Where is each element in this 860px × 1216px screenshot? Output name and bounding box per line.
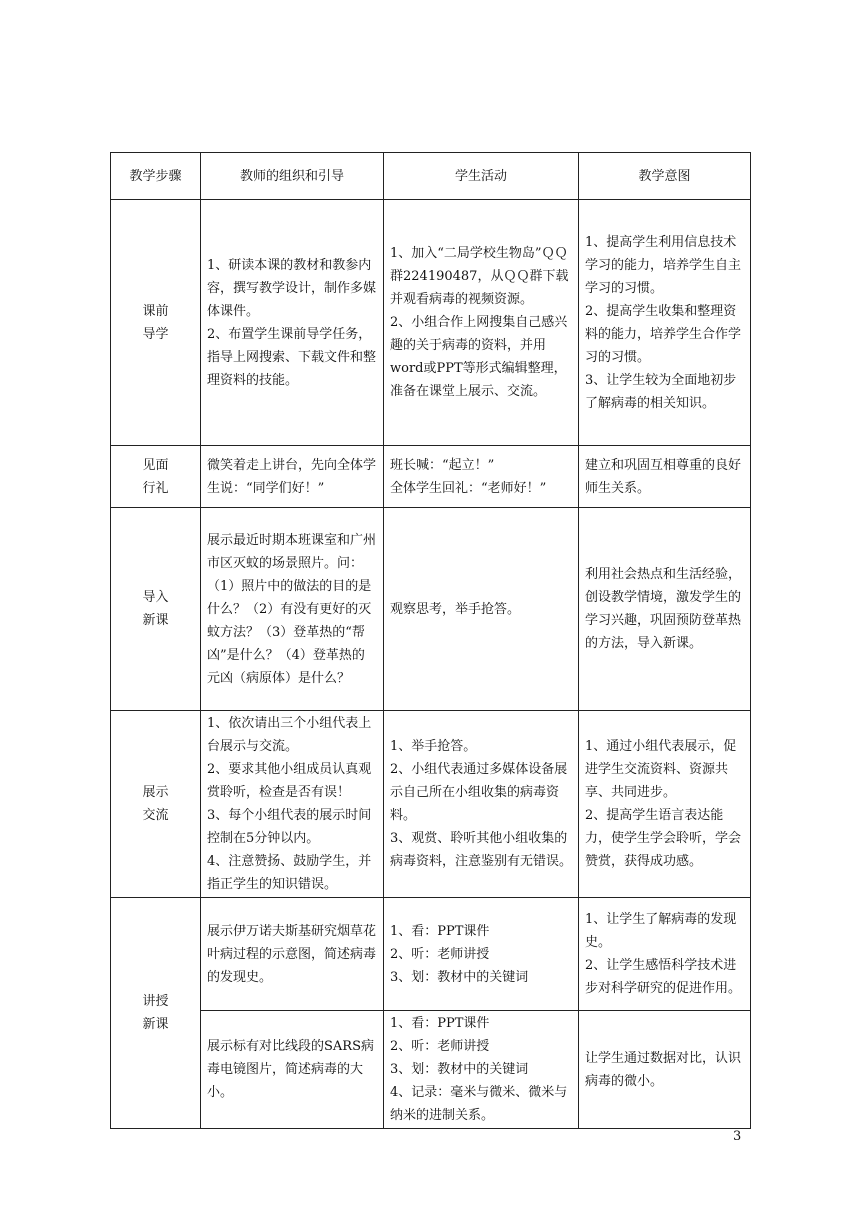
cell-paragraph: 3、划：教材中的关键词 [390, 969, 529, 985]
cell-paragraph: 4、记录：毫米与微米、微米与纳米的进制关系。 [390, 1085, 568, 1123]
cell-paragraph: 1、让学生了解病毒的发现史。 [585, 912, 737, 950]
header-cell: 教师的组织和引导 [201, 153, 384, 200]
table-row [111, 898, 751, 1011]
step-line: 行礼 [142, 480, 169, 496]
cell-paragraph: 利用社会热点和生活经验，创设教学情境，激发学生的学习兴趣，巩固预防登革热的方法，导入新课。 [585, 567, 742, 651]
cell-paragraph: 班长喊：“起立！” [390, 457, 495, 473]
intent-cell [579, 508, 751, 711]
step-line: 见面 [142, 457, 169, 473]
step-line: 导入 [142, 590, 169, 605]
cell-paragraph: 1、依次请出三个小组代表上台展示与交流。 [207, 716, 372, 754]
intent-cell [579, 200, 751, 446]
teacher-cell [201, 508, 384, 711]
cell-paragraph: 微笑着走上讲台，先向全体学生说：“同学们好！” [207, 457, 377, 496]
teacher-cell [201, 1011, 384, 1129]
cell-paragraph: 1、看：PPT课件 [390, 1016, 490, 1031]
table-header-row [111, 153, 751, 200]
table-row [111, 446, 751, 508]
step-line: 讲授 [142, 994, 169, 1009]
step-line: 课前 [142, 303, 169, 319]
table-row [111, 508, 751, 711]
cell-paragraph: 2、要求其他小组成员认真观赏聆听，检查是否有误！ [207, 762, 372, 800]
cell-paragraph: 1、提高学生利用信息技术学习的能力，培养学生自主学习的习惯。 [585, 234, 742, 296]
step-line: 交流 [142, 808, 169, 823]
student-cell [384, 508, 579, 711]
step-cell [111, 446, 201, 508]
cell-paragraph: 1、加入“二局学校生物岛”ＱＱ群224190487，从ＱＱ群下载并观看病毒的视频资源。 [390, 246, 569, 307]
step-line: 导学 [142, 326, 169, 342]
intent-cell [579, 446, 751, 508]
cell-paragraph: 2、让学生感悟科学技术进步对科学研究的促进作用。 [585, 958, 742, 996]
teacher-cell [201, 898, 384, 1011]
student-cell [384, 711, 579, 898]
teacher-cell [201, 200, 384, 446]
step-cell [111, 508, 201, 711]
intent-cell [579, 1011, 751, 1129]
cell-paragraph: 让学生通过数据对比，认识病毒的微小。 [585, 1050, 742, 1089]
cell-paragraph: 3、划：教材中的关键词 [390, 1062, 529, 1077]
cell-paragraph: 2、提高学生收集和整理资料的能力，培养学生合作学习的习惯。 [585, 303, 742, 365]
student-cell [384, 200, 579, 446]
teacher-cell [201, 446, 384, 508]
cell-paragraph: 4、注意赞扬、鼓励学生，并指正学生的知识错误。 [207, 854, 372, 892]
cell-paragraph: 2、提高学生语言表达能力，使学生学会聆听，学会赞赏，获得成功感。 [585, 808, 742, 869]
header-cell: 教学步骤 [111, 153, 201, 200]
cell-paragraph: （1）照片中的做法的目的是什么？（2）有没有更好的灭蚊方法？（3）登革热的“帮凶”是什么？（4）登革热的元凶（病原体）是什么？ [207, 578, 372, 686]
cell-paragraph: 1、研读本课的教材和教参内容，撰写教学设计，制作多媒体课件。 [207, 257, 377, 319]
cell-paragraph: 3、每个小组代表的展示时间控制在5分钟以内。 [207, 808, 372, 846]
step-line: 新课 [142, 613, 169, 628]
teacher-cell [201, 711, 384, 898]
cell-paragraph: 展示最近时期本班课室和广州市区灭蚊的场景照片。问： [207, 532, 377, 571]
step-cell [111, 898, 201, 1129]
cell-paragraph: 3、观赏、聆听其他小组收集的病毒资料，注意鉴别有无错误。 [390, 831, 573, 869]
cell-paragraph: 2、小组合作上网搜集自己感兴趣的关于病毒的资料，并用word或PPT等形式编辑整理，准备在课堂上展示、交流。 [390, 315, 568, 399]
student-cell [384, 898, 579, 1011]
table-row [111, 200, 751, 446]
table-row [111, 711, 751, 898]
table-row [111, 1011, 751, 1129]
cell-paragraph: 1、看：PPT课件 [390, 923, 490, 939]
cell-paragraph: 观察思考，举手抢答。 [390, 601, 521, 617]
cell-paragraph: 展示标有对比线段的SARS病毒电镜图片，简述病毒的大小。 [207, 1039, 374, 1100]
intent-cell [579, 711, 751, 898]
student-cell [384, 1011, 579, 1129]
cell-paragraph: 1、举手抢答。 [390, 739, 477, 754]
cell-paragraph: 全体学生回礼：“老师好！” [390, 480, 547, 496]
cell-paragraph: 2、听：老师讲授 [390, 1039, 490, 1054]
cell-paragraph: 2、布置学生课前导学任务，指导上网搜索、下载文件和整理资料的技能。 [207, 326, 377, 388]
lesson-plan-table [110, 152, 751, 1129]
cell-paragraph: 2、听：老师讲授 [390, 946, 490, 962]
cell-paragraph: 2、小组代表通过多媒体设备展示自己所在小组收集的病毒资料。 [390, 762, 568, 823]
step-cell [111, 711, 201, 898]
cell-paragraph: 展示伊万诺夫斯基研究烟草花叶病过程的示意图，简述病毒的发现史。 [207, 923, 377, 985]
intent-cell [579, 898, 751, 1011]
cell-paragraph: 建立和巩固互相尊重的良好师生关系。 [585, 457, 742, 496]
step-line: 新课 [142, 1017, 169, 1032]
cell-paragraph: 1、通过小组代表展示，促进学生交流资料、资源共享、共同进步。 [585, 739, 737, 800]
student-cell [384, 446, 579, 508]
page-number: 3 [733, 1129, 742, 1144]
cell-paragraph: 3、让学生较为全面地初步了解病毒的相关知识。 [585, 372, 737, 411]
header-cell: 学生活动 [384, 153, 579, 200]
step-cell [111, 200, 201, 446]
header-cell: 教学意图 [579, 153, 751, 200]
step-line: 展示 [142, 785, 169, 800]
